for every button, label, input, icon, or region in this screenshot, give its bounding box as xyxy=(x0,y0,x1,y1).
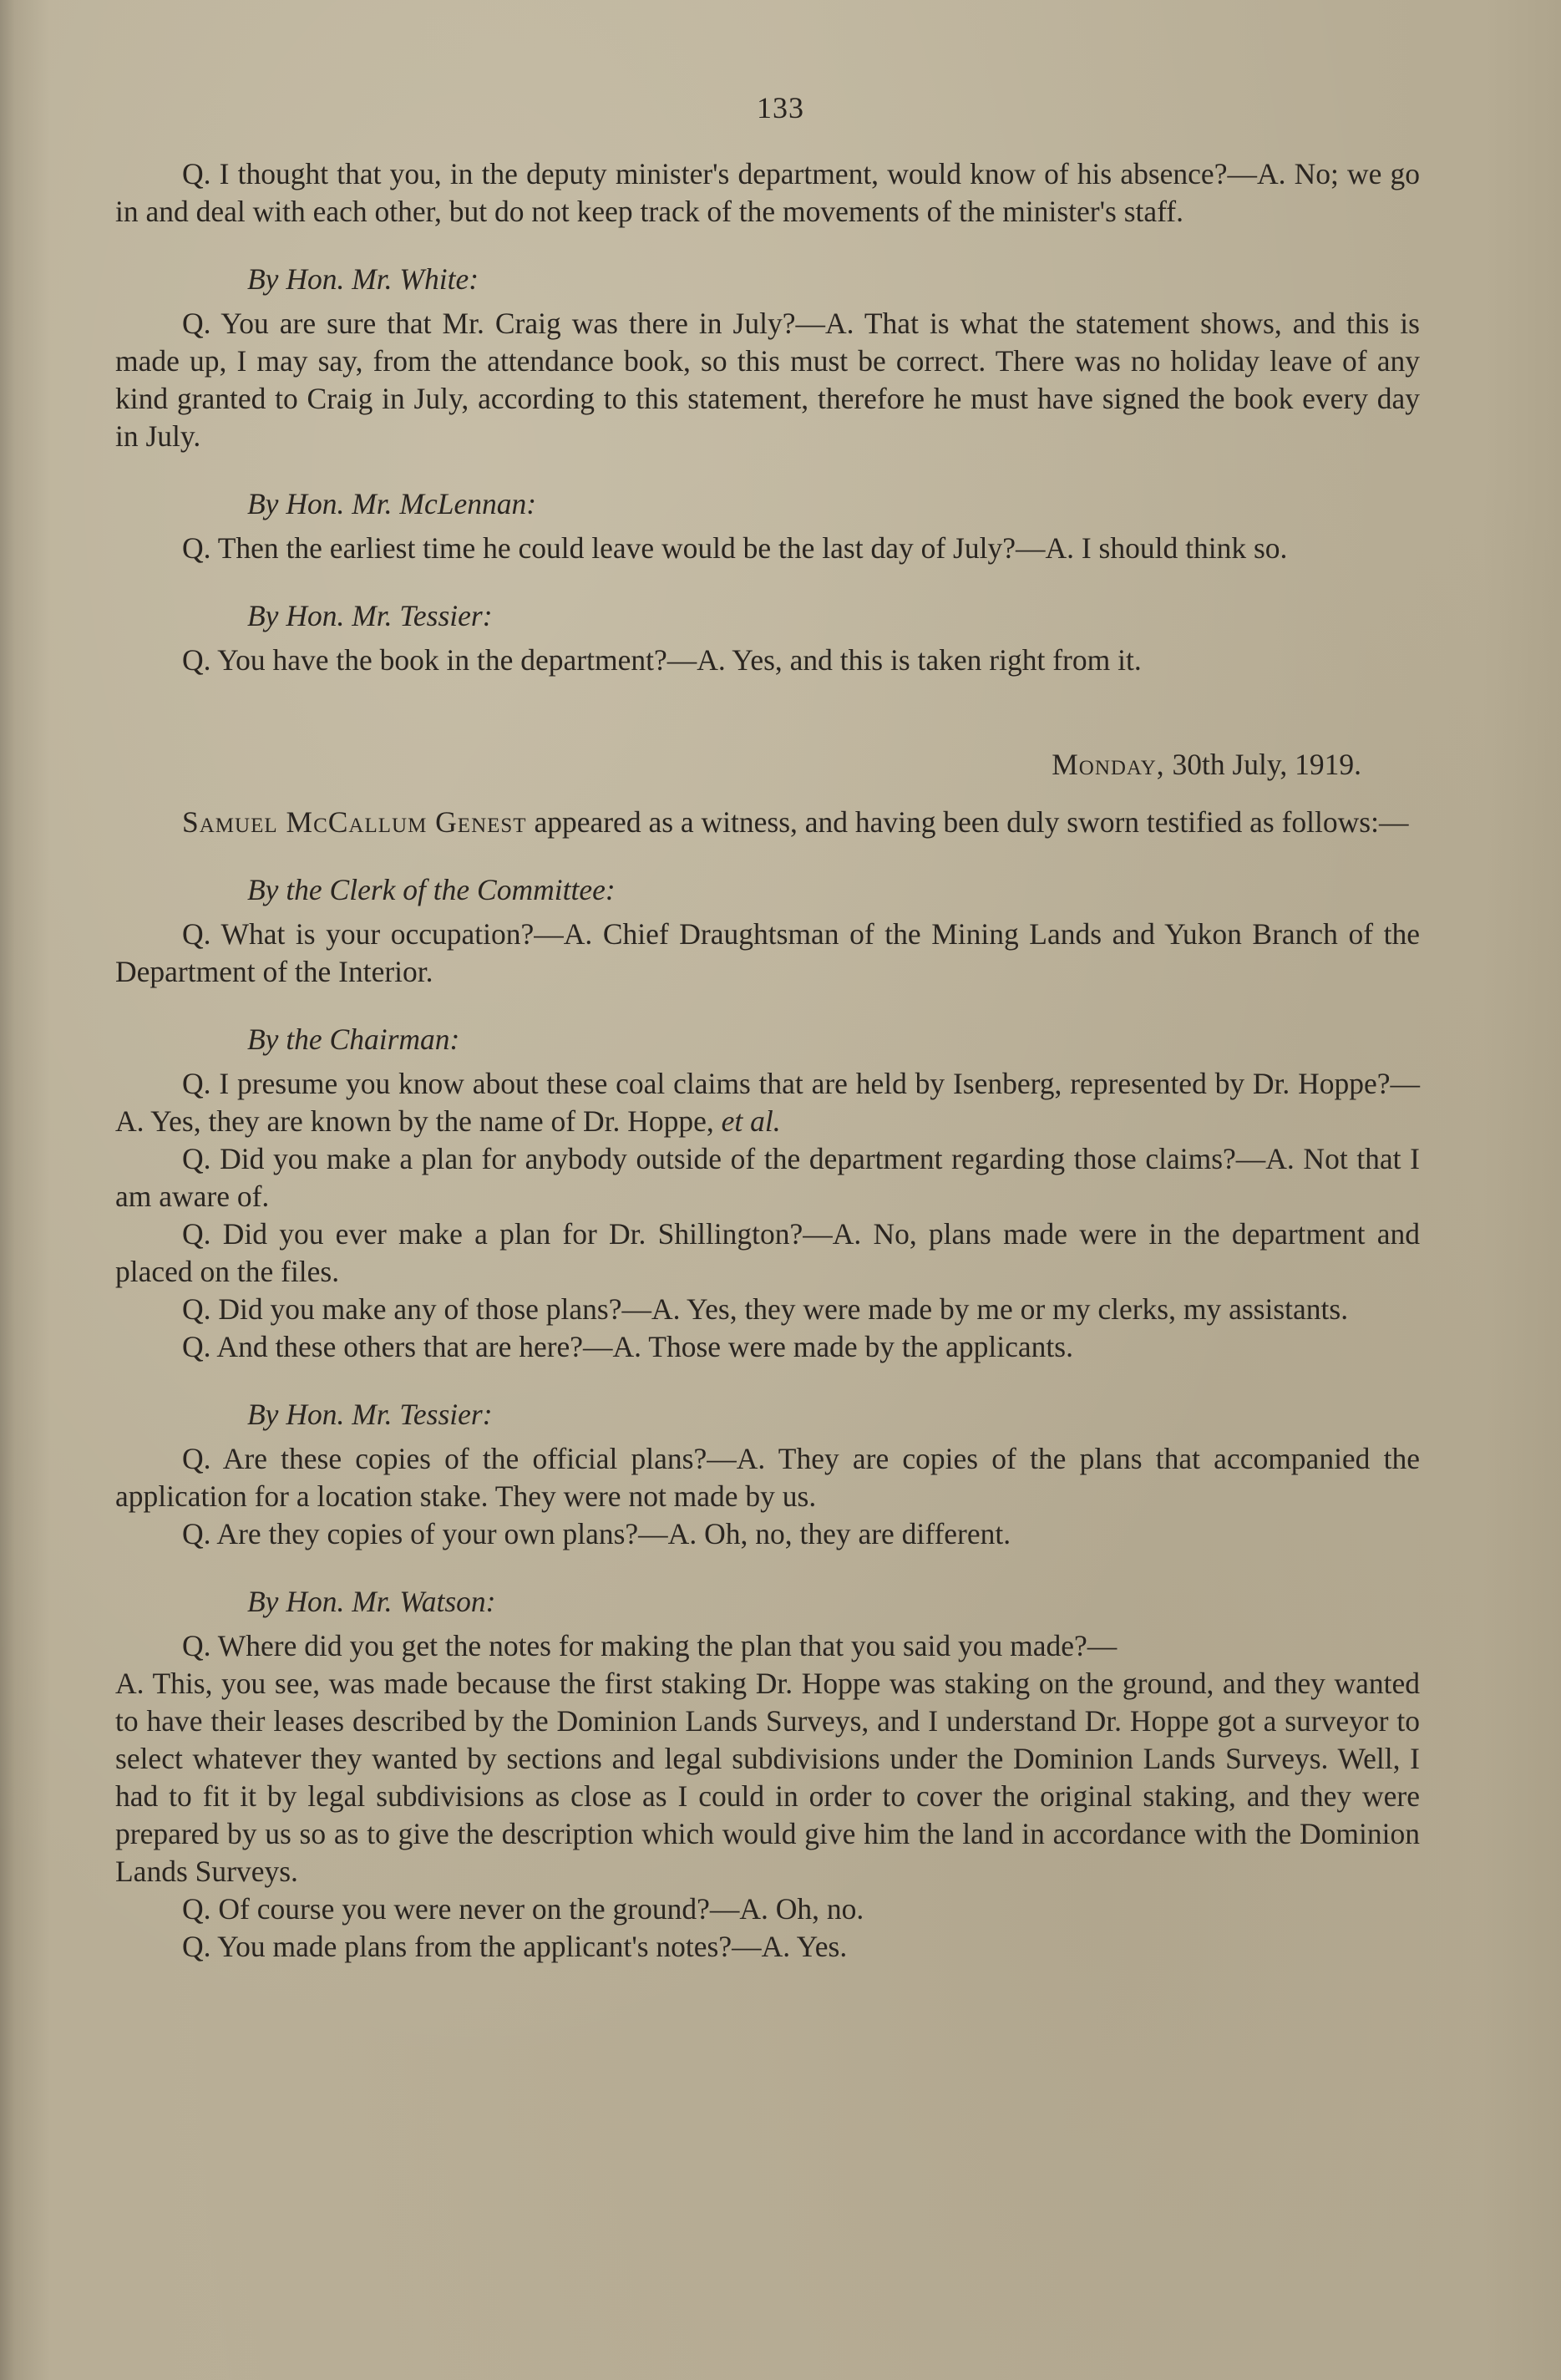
para-never-ground: Q. Of course you were never on the ground?—A. Oh, no. xyxy=(182,1892,864,1926)
speaker-clerk: By the Clerk of the Committee: xyxy=(247,873,616,906)
date-day: Monday, xyxy=(1052,748,1165,781)
para-those-plans: Q. Did you make any of those plans?—A. Yes, they were made by me or my clerks, my assistants. xyxy=(182,1292,1349,1326)
para-italic-text: et al. xyxy=(721,1104,781,1138)
para-notes-question: Q. Where did you get the notes for making the plan that you said you made?— xyxy=(182,1629,1118,1662)
para-craig-july: Q. You are sure that Mr. Craig was there in July?—A. That is what the statement shows, and this is made up, I may say, from the attendance book, so this must be correct. There was no holiday leave of any kind granted to Craig in July, according to this statement, therefore he must have signed the book every day in July. xyxy=(115,307,1420,453)
para-official-plans: Q. Are these copies of the official plans?—A. They are copies of the plans that accompanied the application for a location stake. They were not made by us. xyxy=(115,1442,1420,1513)
speaker-white: By Hon. Mr. White: xyxy=(247,262,479,296)
witness-intro xyxy=(115,804,1420,841)
dateline xyxy=(115,746,1361,784)
para-book-department: Q. You have the book in the department?—A. Yes, and this is taken right from it. xyxy=(182,643,1142,677)
para-coal-claims xyxy=(115,1065,1420,1140)
para-others-here: Q. And these others that are here?—A. Those were made by the applicants. xyxy=(182,1330,1073,1363)
witness-text: appeared as a witness, and having been duly sworn testified as follows:— xyxy=(526,805,1409,839)
date-rest: 30th July, 1919. xyxy=(1172,748,1361,781)
para-plan-outside: Q. Did you make a plan for anybody outside of the department regarding those claims?—A. Not that I am aware of. xyxy=(115,1142,1420,1213)
para-shillington: Q. Did you ever make a plan for Dr. Shillington?—A. No, plans made were in the department and placed on the files. xyxy=(115,1217,1420,1288)
witness-name: Samuel McCallum Genest xyxy=(182,805,527,839)
para-earliest-time: Q. Then the earliest time he could leave would be the last day of July?—A. I should think so. xyxy=(182,531,1288,565)
speaker-tessier-2: By Hon. Mr. Tessier: xyxy=(247,1398,493,1431)
para-deputy-minister: Q. I thought that you, in the deputy minister's department, would know of his absence?—A. No; we go in and deal with each other, but do not keep track of the movements of the minister's staff. xyxy=(115,157,1420,228)
document-body xyxy=(115,155,1420,1966)
page-number: 133 xyxy=(757,91,804,124)
speaker-tessier-1: By Hon. Mr. Tessier: xyxy=(247,599,493,632)
speaker-watson: By Hon. Mr. Watson: xyxy=(247,1585,496,1618)
para-text: Q. I presume you know about these coal claims that are held by Isenberg, represented by Dr. Hoppe?—A. Yes, they are known by the name of Dr. Hoppe, xyxy=(115,1067,1420,1138)
speaker-chairman: By the Chairman: xyxy=(247,1023,460,1056)
para-notes-answer: A. This, you see, was made because the first staking Dr. Hoppe was staking on the ground, and they wanted to have their leases described by the Dominion Lands Surveys, and I understand Dr. Hoppe got a surveyor to select whatever they wanted by sections and legal subdivisions under the Dominion Lands Surveys. Well, I had to fit it by legal subdivisions as close as I could in order to cover the original staking, and they were prepared by us so as to give the description which would give him the land in accordance with the Dominion Lands Surveys. xyxy=(115,1667,1420,1888)
para-occupation: Q. What is your occupation?—A. Chief Draughtsman of the Mining Lands and Yukon Branch of the Department of the Interior. xyxy=(115,917,1420,988)
speaker-mclennan: By Hon. Mr. McLennan: xyxy=(247,487,537,520)
para-applicant-notes: Q. You made plans from the applicant's notes?—A. Yes. xyxy=(182,1930,848,1963)
para-own-plans: Q. Are they copies of your own plans?—A. Oh, no, they are different. xyxy=(182,1517,1011,1550)
